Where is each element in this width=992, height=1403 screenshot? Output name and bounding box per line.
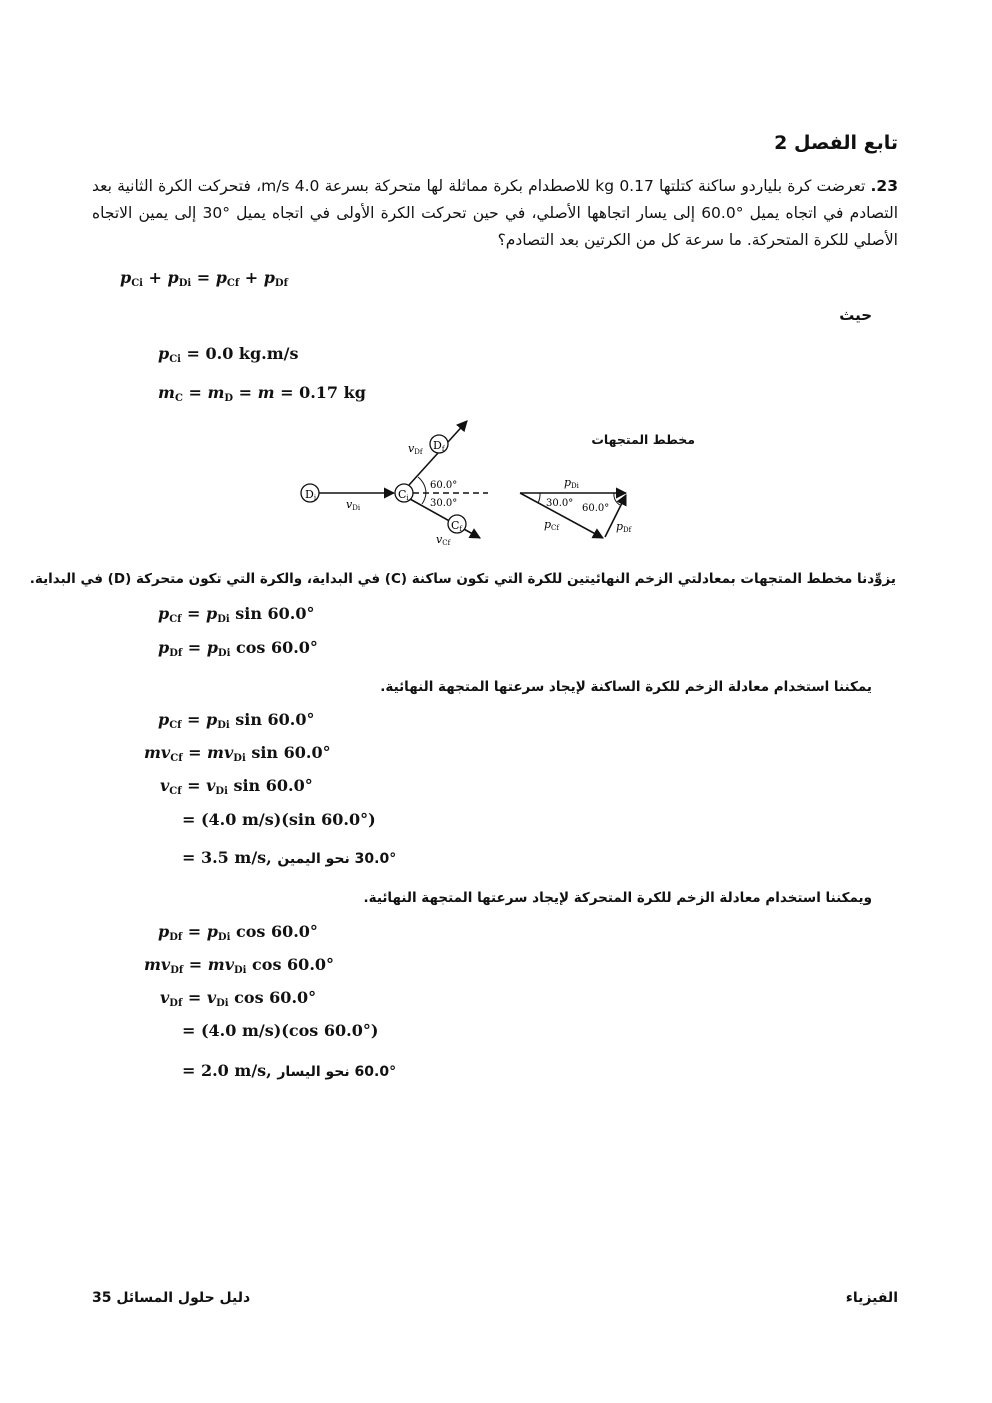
footer-subject: الفيزياء (845, 1290, 898, 1306)
triangle-angle-30: 30.0° (546, 498, 574, 509)
vector-diagram (290, 410, 650, 550)
ball-d-initial (301, 484, 319, 502)
result-v-cf (182, 848, 396, 867)
problem-text: تعرضت كرة بلياردو ساكنة كتلتها 0.17 kg للاصطدام بكرة مماثلة لها متحركة بسرعة 4.0 m/s، فتحركت الكرة الثانية بعد التصادم في اتجاه يميل °60.0 إلى يسار اتجاهها الأصلي، في حين تحركت الكرة الأولى في اتجاه يميل °30 إلى يمين الاتجاه الأصلي للكرة المتحركة. ما سرعة كل من الكرتين بعد التصادم؟ (92, 177, 898, 249)
svg-text:Cf: Cf (451, 519, 463, 533)
diagram-note: يزوِّدنا مخطط المتجهات بمعادلتي الزخم النهائيتين للكرة التي تكون ساكنة (C) في البداية، والكرة التي تكون متحركة (D) في البداية. (29, 571, 896, 587)
chapter-title: تابع الفصل 2 (774, 132, 898, 154)
svg-text:Di: Di (305, 488, 317, 502)
label-v-cf: vCf (436, 533, 451, 547)
label-p-df: pDf (616, 520, 632, 534)
angle-60-label: 60.0° (430, 480, 458, 491)
result-v-df (182, 1061, 396, 1080)
equation-step-4: = (4.0 m/s)(sin 60.0°) (182, 810, 376, 829)
arc-triangle-30 (538, 493, 540, 503)
equation-p-cf: $p_{Cf} = p_{Di}$ sin 60.0° (158, 604, 315, 625)
arc-triangle-60 (614, 493, 620, 505)
equation-p-df: $p_{Df} = p_{Di}$ cos 60.0° (158, 638, 318, 659)
result-v-df-direction: 60.0° نحو اليسار (277, 1064, 397, 1080)
svg-text:Ci: Ci (398, 488, 409, 502)
equation-mass: $m_C = m_D = m = 0.17$ kg (158, 383, 366, 404)
equation-step-8: = (4.0 m/s)(cos 60.0°) (182, 1021, 379, 1040)
equation-step-2: $mv_{Cf} = mv_{Di}$ sin 60.0° (144, 743, 331, 764)
equation-step-3: $v_{Cf} = v_{Di}$ sin 60.0° (160, 776, 313, 797)
label-v-df: vDf (408, 442, 423, 456)
triangle-angle-60: 60.0° (582, 503, 610, 514)
angle-30-label: 30.0° (430, 498, 458, 509)
moving-ball-note: ويمكننا استخدام معادلة الزخم للكرة المتحركة لإيجاد سرعتها المتجهة النهائية. (363, 890, 872, 906)
arc-30 (422, 493, 426, 504)
footer-page-number: 35 (92, 1290, 112, 1306)
label-p-cf: pCf (544, 518, 559, 532)
result-v-df-value: = 2.0 m/s, (182, 1061, 272, 1080)
label-p-di: pDi (564, 476, 579, 490)
problem-statement (92, 173, 898, 254)
label-v-di: vDi (346, 498, 361, 512)
equation-step-6: $mv_{Df} = mv_{Di}$ cos 60.0° (144, 955, 335, 976)
problem-number: 23. (870, 177, 898, 195)
diagram-title: مخطط المتجهات (591, 432, 695, 447)
equation-p-ci: $p_{Ci} = 0.0$ kg.m/s (158, 344, 299, 365)
result-v-cf-value: = 3.5 m/s, (182, 848, 272, 867)
stationary-ball-note: يمكننا استخدام معادلة الزخم للكرة الساكنة لإيجاد سرعتها المتجهة النهائية. (380, 679, 872, 695)
footer-guide (92, 1290, 250, 1306)
ball-c-final (448, 515, 466, 533)
svg-text:Df: Df (433, 439, 445, 453)
where-label: حيث (839, 306, 872, 324)
footer-guide-title: دليل حلول المسائل (116, 1290, 251, 1306)
ball-d-final (430, 435, 448, 453)
result-v-cf-direction: 30.0° نحو اليمين (277, 851, 397, 867)
arc-60 (418, 477, 426, 493)
equation-momentum-conservation: $p_{Ci} + p_{Di} = p_{Cf} + p_{Df}$ (120, 268, 288, 289)
equation-step-7: $v_{Df} = v_{Di}$ cos 60.0° (160, 988, 317, 1009)
equation-step-5: $p_{Df} = p_{Di}$ cos 60.0° (158, 922, 318, 943)
equation-step-1: $p_{Cf} = p_{Di}$ sin 60.0° (158, 710, 315, 731)
